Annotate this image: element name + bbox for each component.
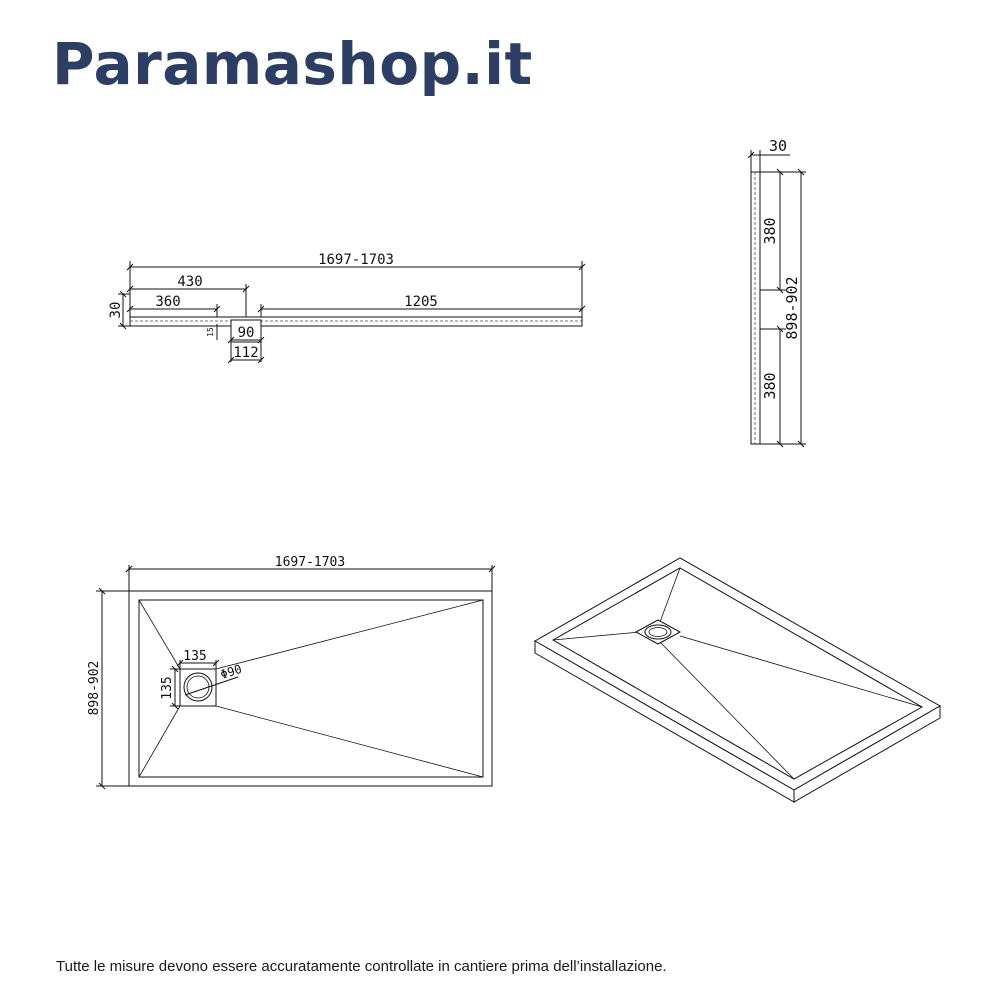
side-label-height: 30 — [108, 301, 124, 319]
plan-label-drain-height: 135 — [160, 676, 175, 700]
end-label-thickness: 30 — [768, 137, 788, 155]
plan-label-length: 1697-1703 — [274, 555, 346, 570]
end-label-upper: 380 — [761, 217, 779, 245]
side-label-112: 112 — [233, 345, 259, 361]
side-label-360: 360 — [155, 294, 181, 310]
side-label-430: 430 — [177, 274, 203, 290]
plan-label-drain-diameter: Φ90 — [218, 661, 244, 682]
plan-drain-square — [180, 669, 216, 706]
side-label-1205: 1205 — [404, 294, 438, 310]
plan-view — [96, 565, 492, 786]
footer-disclaimer: Tutte le misure devono essere accuratamente controllate in cantiere prima dell’installazione. — [56, 958, 667, 975]
end-tray-profile — [751, 172, 760, 444]
end-view-labels — [761, 137, 801, 400]
side-label-overall: 1697-1703 — [318, 252, 394, 268]
plan-label-width: 898-902 — [87, 660, 102, 716]
end-label-overall: 898-902 — [783, 276, 801, 340]
plan-label-drain-width: 135 — [183, 649, 207, 664]
side-view-labels — [108, 252, 438, 361]
side-label-90: 90 — [237, 325, 255, 341]
side-tray-profile — [130, 317, 582, 326]
isometric-view — [535, 558, 940, 802]
end-label-lower: 380 — [761, 372, 779, 400]
brand-logo: Paramashop.it — [52, 30, 533, 98]
iso-tray-top — [535, 558, 940, 790]
side-label-15: 15 — [206, 327, 215, 337]
